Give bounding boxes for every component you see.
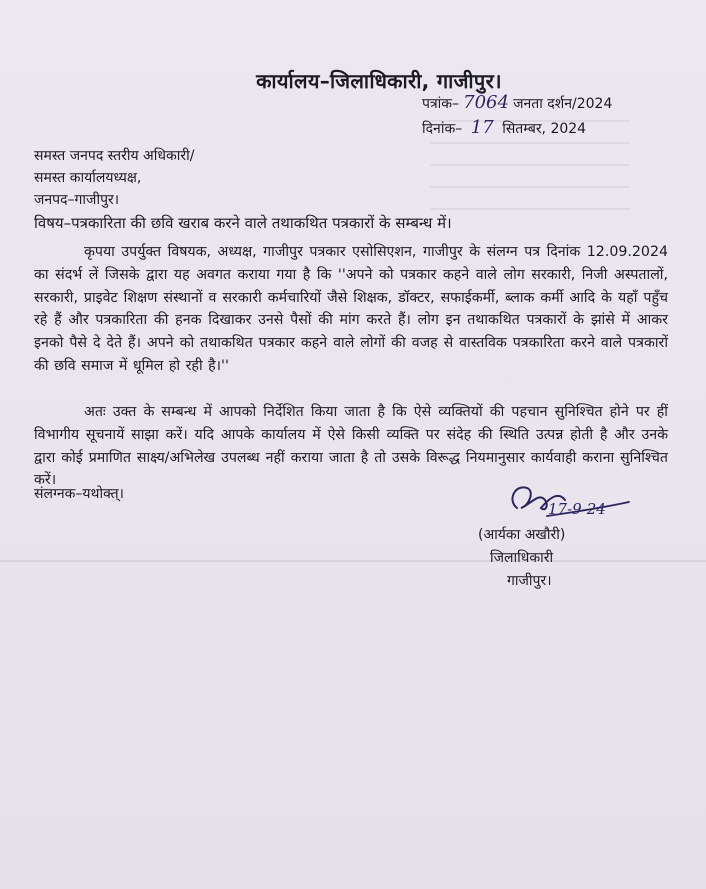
dinank-suffix: सितम्बर, 2024 [502,121,587,137]
reference-number-line [422,92,612,113]
paper-fold-line [0,560,706,562]
signatory-name: (आर्यका अखौरी) [478,527,566,543]
patrank-label: पत्रांक– [422,96,460,112]
signatory-place: गाजीपुर। [507,573,552,589]
signatory-designation: जिलाधिकारी [490,550,554,566]
handwritten-letter-number: 7064 [463,92,509,113]
enclosure-note: संलग्नक–यथोक्त्। [34,486,124,502]
dinank-label: दिनांक– [422,121,463,137]
signature-handwritten-date: 17-9-24 [548,500,606,518]
body-paragraph-1: कृपया उपर्युक्त विषयक, अध्यक्ष, गाजीपुर पत्रकार एसोसिएशन, गाजीपुर के संलग्न पत्र दिनांक 12.09.2024 का संदर्भ लें जिसके द्वारा यह अवगत कराया गया है कि ''अपने को पत्रकार कहने वाले लोग सरकारी, निजी अस्पतालों, सरकारी, प्राइवेट शिक्षण संस्थानों व सरकारी कर्मचारियों जैसे शिक्षक, डॉक्टर, सफाईकर्मी, ब्लाक कर्मी आदि के यहाँ पहुँच रहे हैं और पत्रकारिता की हनक दिखाकर उनसे पैसों की मांग करते हैं। लोग इन तथाकथित पत्रकारों के झांसे में आकर इनको पैसे दे देते हैं। अपने को तथाकथित पत्रकार कहने वाले लोगों की वजह से वास्तविक पत्रकारिता करने वाले पत्रकारों की छवि समाज में धूमिल हो रही है।'' [34,244,668,374]
office-title: कार्यालय–जिलाधिकारी, गाजीपुर। [256,69,502,93]
addressee-line-1: समस्त जनपद स्तरीय अधिकारी/ [34,148,195,164]
addressee-line-3: जनपद–गाजीपुर। [34,192,120,208]
handwritten-date-day: 17 [470,117,494,138]
addressee-line-2: समस्त कार्यालयध्यक्ष, [34,170,142,186]
reference-date-line [422,117,586,138]
subject-line: विषय–पत्रकारिता की छवि खराब करने वाले तथाकथित पत्रकारों के सम्बन्ध में। [34,214,452,232]
body-paragraph-2: अतः उक्त के सम्बन्ध में आपको निर्देशित किया जाता है कि ऐसे व्यक्तियों की पहचान सुनिश्चित होने पर हीं विभागीय सूचनायें साझा करें। यदि आपके कार्यालय में ऐसे किसी व्यक्ति पर संदेह की स्थिति उत्पन्न होती है और उनके द्वारा कोई प्रमाणित साक्ष्य/अभिलेख उपलब्ध नहीं कराया जाता है तो उसके विरूद्ध नियमानुसार कार्यवाही कराना सुनिश्चित करें। [34,404,668,489]
patrank-suffix: जनता दर्शन/2024 [513,96,613,112]
